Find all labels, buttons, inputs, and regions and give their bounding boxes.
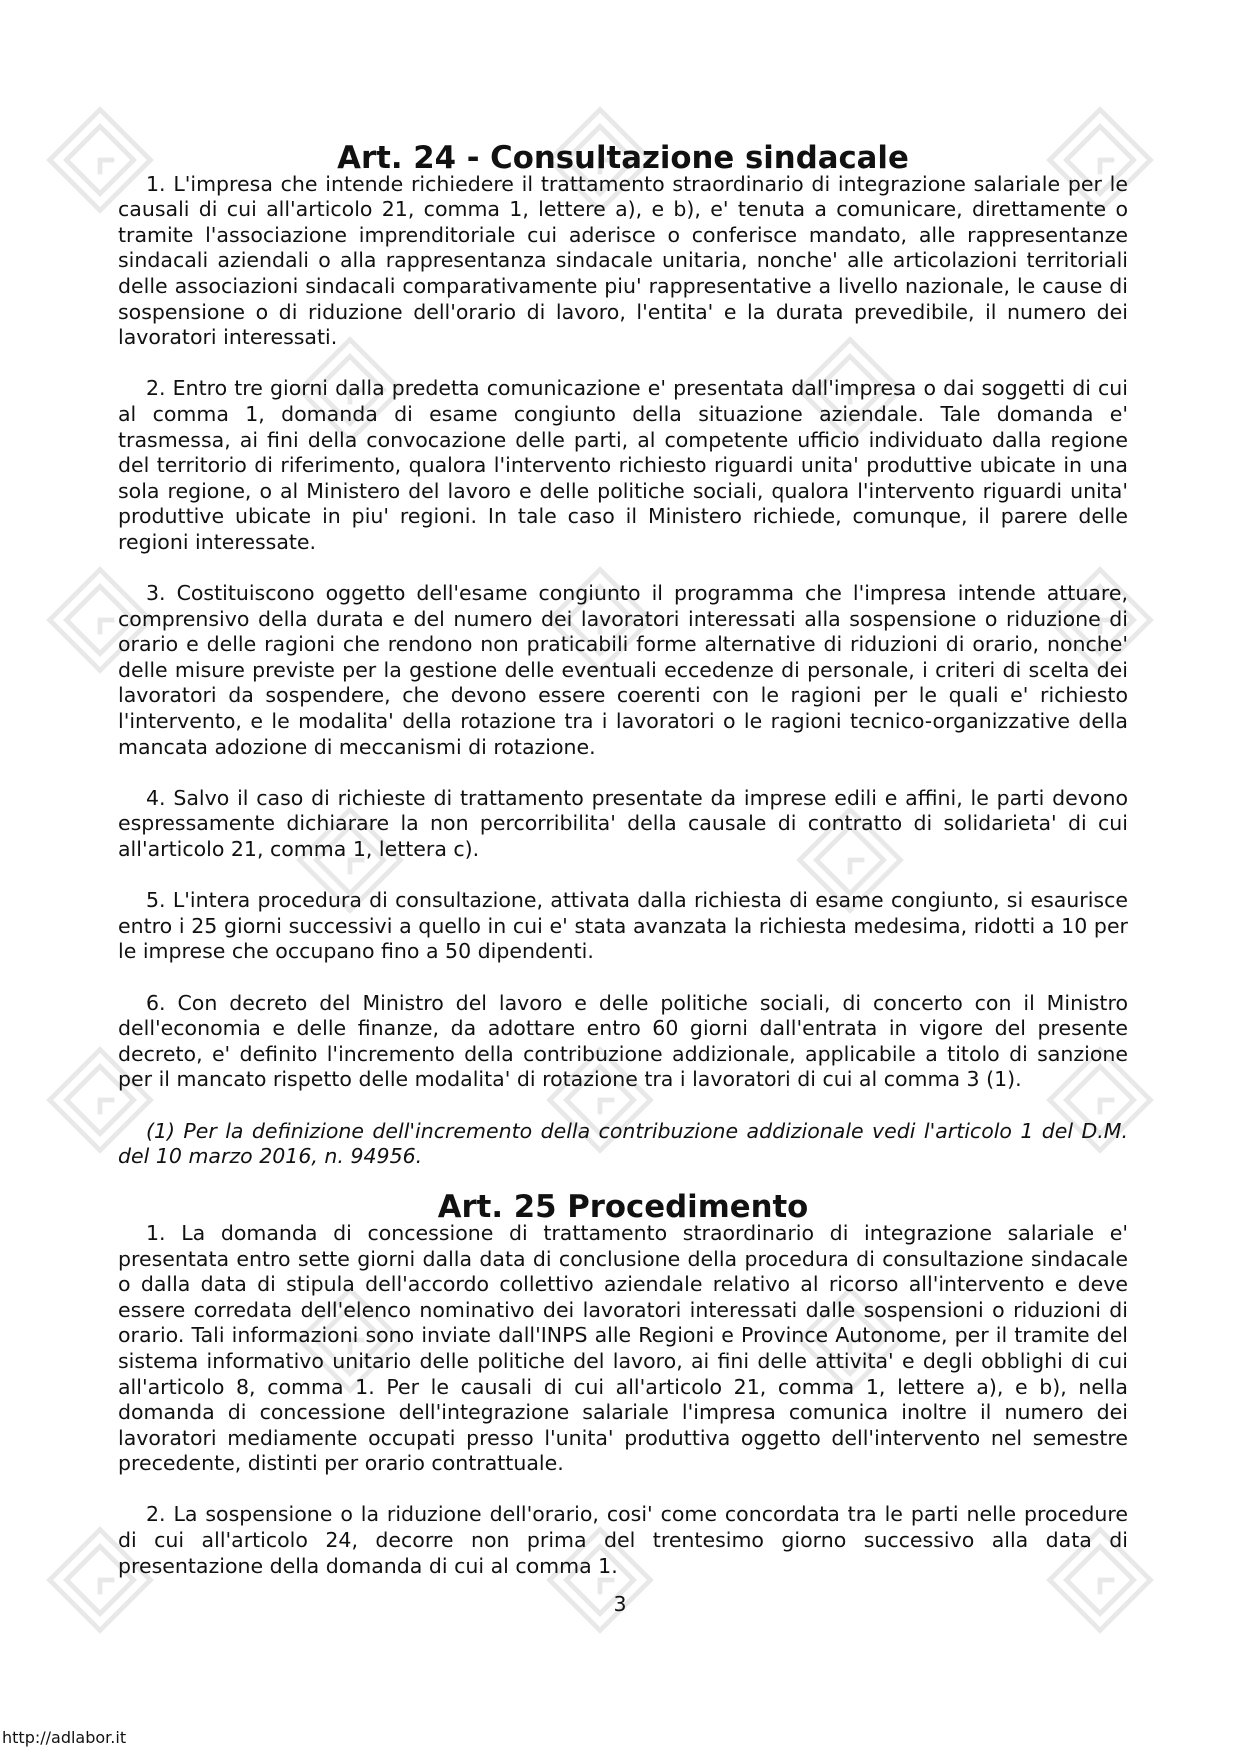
article-24-paragraph-5: 5. L'intera procedura di consultazione, attivata dalla richiesta di esame congiunto, si esaurisce entro i 25 giorni successivi a quello in cui e' stata avanzata la richiesta medesima, ridotti a 10 per le imprese che occupano fino a 50 dipendenti. — [118, 888, 1128, 964]
article-24-paragraph-6: 6. Con decreto del Ministro del lavoro e delle politiche sociali, di concerto con il Ministro dell'economia e delle finanze, da adottare entro 60 giorni dall'entrata in vigore del presente decreto, e' definito l'incremento della contribuzione addizionale, applicabile a titolo di sanzione per il mancato rispetto delle modalita' di rotazione tra i lavoratori di cui al comma 3 (1). — [118, 990, 1128, 1092]
article-24-paragraph-3: 3. Costituiscono oggetto dell'esame congiunto il programma che l'impresa intende attuare, comprensivo della durata e del numero dei lavoratori interessati alla sospensione o riduzione di orario e delle ragioni che rendono non praticabili forme alternative di riduzioni di orario, nonche' delle misure previste per la gestione delle eventuali eccedenze di personale, i criteri di scelta dei lavoratori da sospendere, che devono essere coerenti con le ragioni per le quali e' richiesto l'intervento, e le modalita' della rotazione tra i lavoratori o le ragioni tecnico-organizzative della mancata adozione di meccanismi di rotazione. — [118, 581, 1128, 759]
page-number: 3 — [613, 1592, 627, 1616]
article-25-heading: Art. 25 Procedimento — [437, 1189, 809, 1226]
document-body — [118, 140, 1128, 1605]
article-25-paragraph-2: 2. La sospensione o la riduzione dell'orario, cosi' come concordata tra le parti nelle procedure di cui all'articolo 24, decorre non prima del trentesimo giorno successivo alla data di presentazione della domanda di cui al comma 1. — [118, 1502, 1128, 1578]
footer-url[interactable]: http://adlabor.it — [2, 1728, 127, 1747]
article-24-paragraph-4: 4. Salvo il caso di richieste di trattamento presentate da imprese edili e affini, le parti devono espressamente dichiarare la non percorribilita' della causale di contratto di solidarieta' di cui all'articolo 21, comma 1, lettera c). — [118, 785, 1128, 862]
article-24-footnote: (1) Per la definizione dell'incremento della contribuzione addizionale vedi l'articolo 1 del D.M. del 10 marzo 2016, n. 94956. — [118, 1118, 1128, 1169]
article-24-paragraph-1: 1. L'impresa che intende richiedere il trattamento straordinario di integrazione salariale per le causali di cui all'articolo 21, comma 1, lettere a), e b), e' tenuta a comunicare, direttamente o tramite l'associazione imprenditoriale cui aderisce o conferisce mandato, alle rappresentanze sindacali aziendali o alla rappresentanza sindacale unitaria, nonche' alle articolazioni territoriali delle associazioni sindacali comparativamente piu' rappresentative a livello nazionale, le cause di sospensione o di riduzione dell'orario di lavoro, l'entita' e la durata prevedibile, il numero dei lavoratori interessati. — [118, 171, 1128, 350]
article-25-paragraph-1: 1. La domanda di concessione di trattamento straordinario di integrazione salariale e' presentata entro sette giorni dalla data di conclusione della procedura di consultazione sindacale o dalla data di stipula dell'accordo collettivo aziendale relativo al ricorso all'intervento e deve essere corredata dell'elenco nominativo dei lavoratori interessati dalle sospensioni o riduzioni di orario. Tali informazioni sono inviate dall'INPS alle Regioni e Province Autonome, per il tramite del sistema informativo unitario delle politiche del lavoro, ai fini delle attivita' e degli obblighi di cui all'articolo 8, comma 1. Per le causali di cui all'articolo 21, comma 1, lettere a), e b), nella domanda di concessione dell'integrazione salariale l'impresa comunica inoltre il numero dei lavoratori mediamente occupati presso l'unita' produttiva oggetto dell'intervento nel semestre precedente, distinti per orario contrattuale. — [118, 1220, 1128, 1476]
article-24-heading: Art. 24 - Consultazione sindacale — [337, 140, 909, 176]
article-24-paragraph-2: 2. Entro tre giorni dalla predetta comunicazione e' presentata dall'impresa o dai soggetti di cui al comma 1, domanda di esame congiunto della situazione aziendale. Tale domanda e' trasmessa, ai fini della convocazione delle parti, al competente ufficio individuato dalla regione del territorio di riferimento, qualora l'intervento richiesto riguardi unita' produttive ubicate in una sola regione, o al Ministero del lavoro e delle politiche sociali, qualora l'intervento riguardi unita' produttive ubicate in piu' regioni. In tale caso il Ministero richiede, comunque, il parere delle regioni interessate. — [118, 376, 1128, 554]
